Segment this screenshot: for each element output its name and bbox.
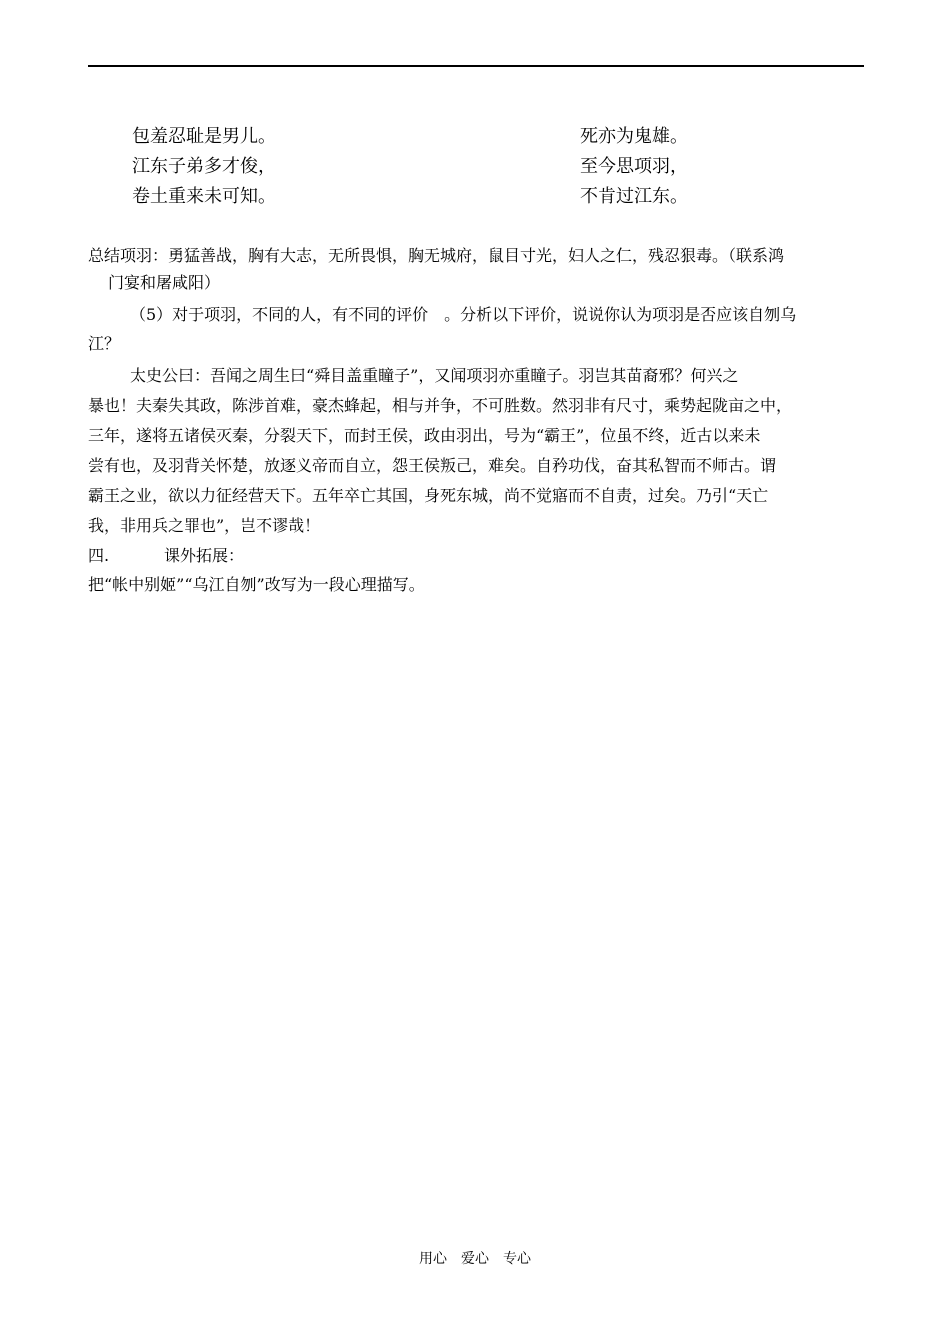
- poem-right-line-3: 不肯过江东。: [580, 186, 688, 207]
- poem-left-line-3: 卷土重来未可知。: [132, 186, 276, 207]
- taishigong-line-3: 三年，遂将五诸侯灭秦，分裂天下，而封王侯，政由羽出，号为“霸王”，位虽不终，近古以来未: [88, 426, 761, 445]
- task-text: 把“帐中别姬”“乌江自刎”改写为一段心理描写。: [88, 575, 425, 594]
- summary-line-2: 门宴和屠咸阳）: [108, 273, 221, 292]
- taishigong-line-2: 暴也！夫秦失其政，陈涉首难，豪杰蜂起，相与并争，不可胜数。然羽非有尺寸，乘势起陇亩之中，: [88, 396, 793, 415]
- taishigong-line-1: 太史公曰：吾闻之周生曰“舜目盖重瞳子”，又闻项羽亦重瞳子。羽岂其苗裔邪？何兴之: [130, 366, 739, 385]
- section-4-number: 四.: [88, 546, 110, 565]
- poem-left-line-2: 江东子弟多才俊，: [132, 156, 276, 177]
- taishigong-line-4: 尝有也，及羽背关怀楚，放逐义帝而自立，怨王侯叛己，难矣。自矜功伐，奋其私智而不师古。谓: [88, 456, 777, 475]
- poem-right-line-1: 死亦为鬼雄。: [580, 126, 688, 147]
- poem-right-line-2: 至今思项羽，: [580, 156, 688, 177]
- header-rule: [88, 65, 864, 67]
- taishigong-line-5: 霸王之业，欲以力征经营天下。五年卒亡其国，身死东城，尚不觉寤而不自责，过矣。乃引“天亡: [88, 486, 769, 505]
- poem-left-line-1: 包羞忍耻是男儿。: [132, 126, 276, 147]
- summary-line-1: 总结项羽：勇猛善战，胸有大志，无所畏惧，胸无城府，鼠目寸光，妇人之仁，残忍狠毒。（联系鸿: [88, 246, 785, 265]
- taishigong-line-6: 我，非用兵之罪也”，岂不谬哉！: [88, 516, 321, 535]
- page-footer: 用心 爱心 专心: [419, 1251, 531, 1267]
- question-5-line-1: （5）对于项羽，不同的人，有不同的评价 。分析以下评价，说说你认为项羽是否应该自刎乌: [130, 305, 797, 324]
- section-4-title: 课外拓展：: [164, 546, 245, 565]
- question-5-line-2: 江？: [88, 334, 121, 353]
